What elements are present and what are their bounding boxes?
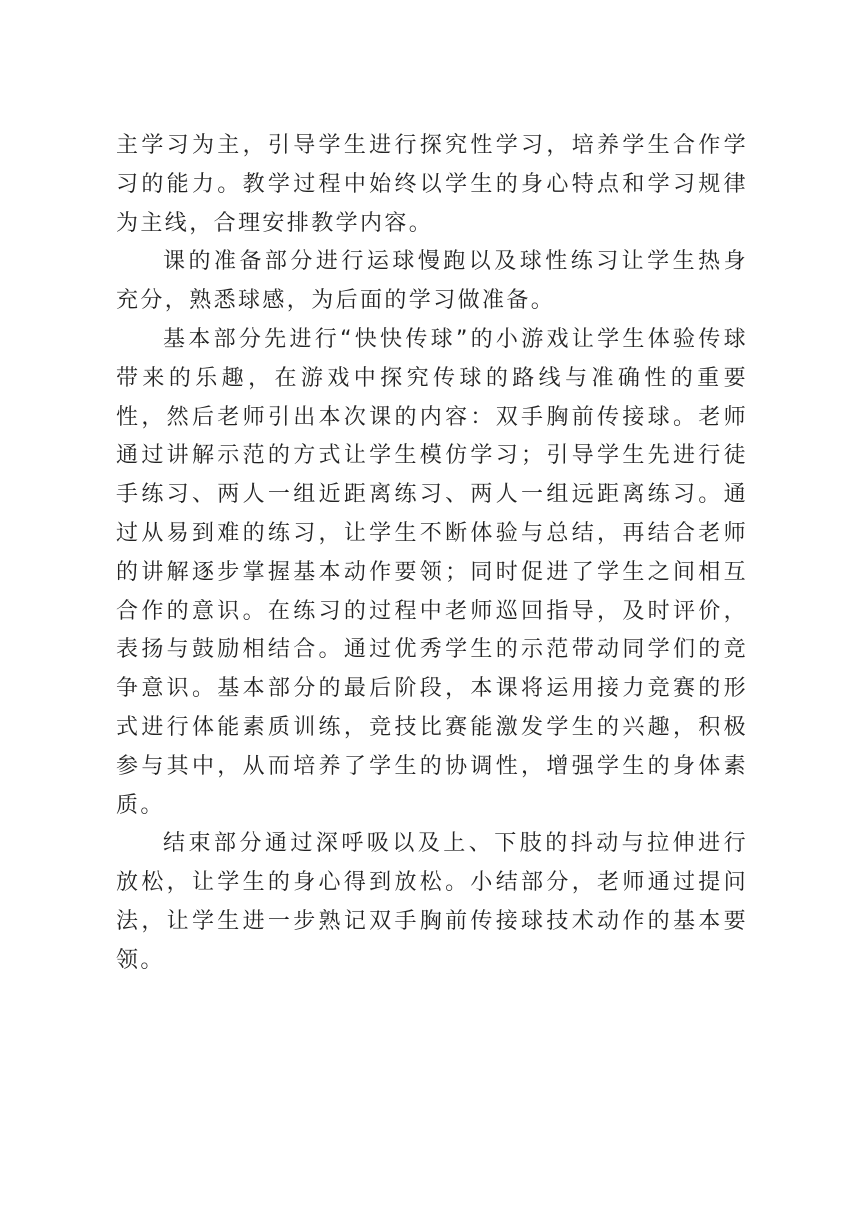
paragraph-3: 基本部分先进行“快快传球”的小游戏让学生体验传球带来的乐趣，在游戏中探究传球的路线与准确性的重要性，然后老师引出本次课的内容：双手胸前传接球。老师通过讲解示范的方式让学生模仿学习；引导学生先进行徒手练习、两人一组近距离练习、两人一组远距离练习。通过从易到难的练习，让学生不断体验与总结，再结合老师的讲解逐步掌握基本动作要领；同时促进了学生之间相互合作的意识。在练习的过程中老师巡回指导，及时评价，表扬与鼓励相结合。通过优秀学生的示范带动同学们的竞争意识。基本部分的最后阶段，本课将运用接力竞赛的形式进行体能素质训练，竞技比赛能激发学生的兴趣，积极参与其中，从而培养了学生的协调性，增强学生的身体素质。 (116, 326, 748, 818)
paragraph-4: 结束部分通过深呼吸以及上、下肢的抖动与拉伸进行放松，让学生的身心得到放松。小结部分，老师通过提问法，让学生进一步熟记双手胸前传接球技术动作的基本要领。 (116, 831, 748, 973)
paragraph-1: 主学习为主，引导学生进行探究性学习，培养学生合作学习的能力。教学过程中始终以学生的身心特点和学习规律为主线，合理安排教学内容。 (116, 133, 748, 236)
document-body (116, 127, 748, 981)
paragraph-2: 课的准备部分进行运球慢跑以及球性练习让学生热身充分，熟悉球感，为后面的学习做准备。 (116, 249, 748, 314)
